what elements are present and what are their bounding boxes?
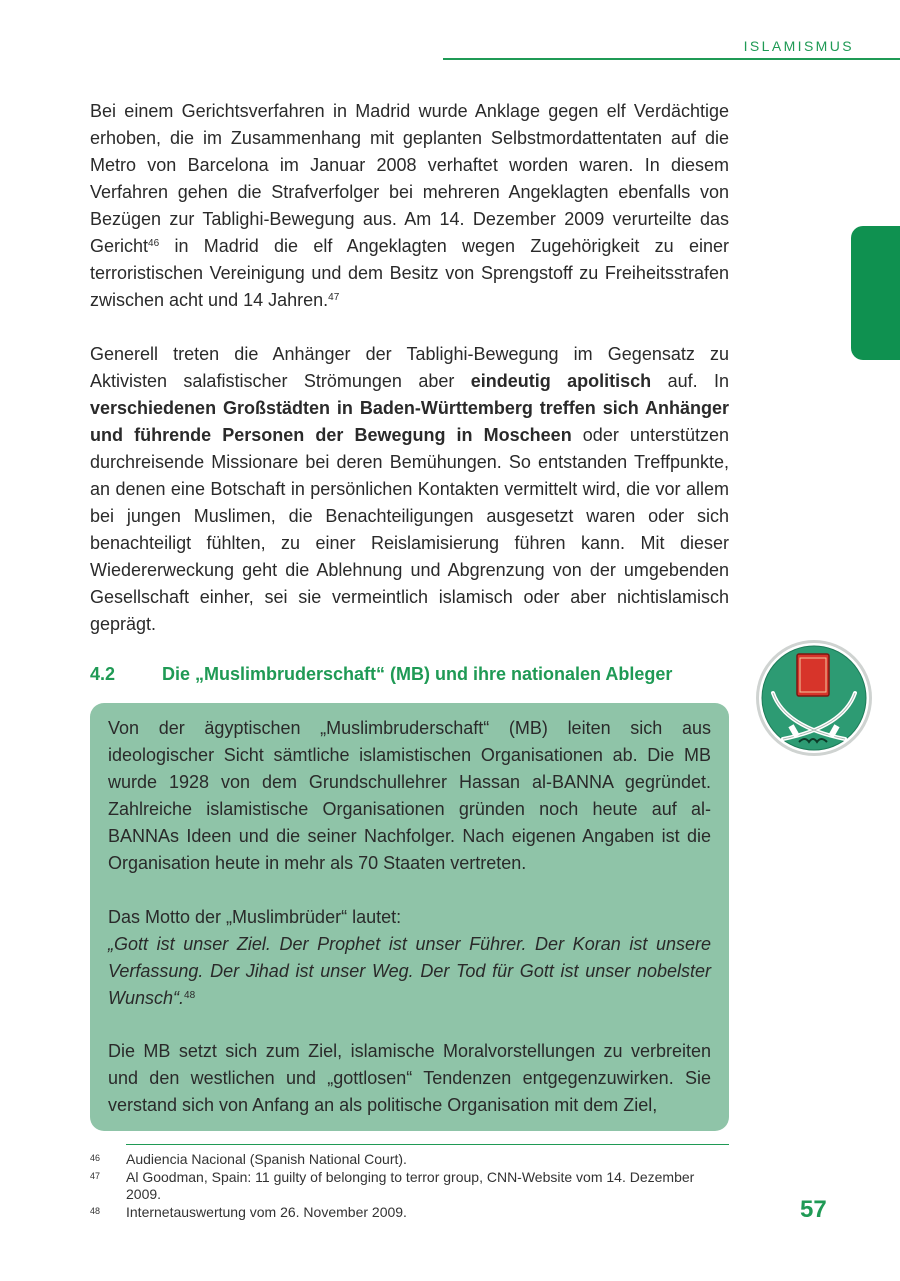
paragraph-2-bold-b: verschiedenen Großstädten in Baden-Württemberg treffen sich Anhänger und führende Personen der Bewegung in Moscheen — [90, 398, 729, 445]
body-paragraph-1 — [90, 98, 729, 314]
footnote-text: Internetauswertung vom 26. November 2009. — [126, 1204, 407, 1220]
footnotes — [90, 1151, 730, 1222]
footnote-number: 48 — [90, 1206, 101, 1216]
header-rule — [443, 58, 900, 60]
paragraph-2-text-c: oder unterstützen durchreisende Missionare bei deren Bemühungen. So entstanden Treffpunkte, an denen eine Botschaft in persönlichen Kontakten vermittelt wird, die vor allem bei jungen Muslimen, die Benachteiligungen ausgesetzt waren oder sich benachteiligt fühlten, zu einer Reislamisierung führen kann. Mit dieser Wiedererweckung geht die Ablehnung und Abgrenzung von der umgebenden Gesellschaft einher, sei sie vermeintlich islamisch oder aber nichtislamisch geprägt. — [90, 425, 729, 634]
footnote-47 — [90, 1169, 730, 1203]
footnote-46 — [90, 1151, 730, 1168]
footnote-rule — [126, 1144, 729, 1145]
footnote-number: 46 — [90, 1153, 101, 1163]
chapter-thumb-tab — [851, 226, 900, 360]
section-title: Die „Muslimbruderschaft“ (MB) und ihre nationalen Ableger — [162, 664, 673, 684]
info-box — [90, 703, 729, 1131]
body-paragraph-2 — [90, 341, 729, 638]
page-number: 57 — [800, 1196, 827, 1223]
info-box-paragraph-1: Von der ägyptischen „Muslimbruderschaft“ (MB) leiten sich aus ideologischer Sicht sämtliche islamistischen Organisationen ab. Die MB wurde 1928 von dem Grundschullehrer Hassan al-BANNA gegründet. Zahlreiche islamistische Organisationen gründen noch heute auf al-BANNAs Ideen und die seiner Nachfolger. Nach eigenen Angaben ist die Organisation heute in mehr als 70 Staaten vertreten. — [108, 718, 711, 873]
motto-quote: „Gott ist unser Ziel. Der Prophet ist unser Führer. Der Koran ist unsere Verfassung. Der Jihad ist unser Weg. Der Tod für Gott ist unser nobelster Wunsch“. — [108, 934, 711, 1008]
section-number: 4.2 — [90, 664, 116, 684]
footnote-number: 47 — [90, 1171, 101, 1181]
footnote-ref-46[interactable]: 46 — [148, 238, 160, 249]
paragraph-1-text-a: Bei einem Gerichtsverfahren in Madrid wurde Anklage gegen elf Verdächtige erhoben, die im Zusammenhang mit geplanten Selbstmordattentaten auf die Metro von Barcelona im Januar 2008 verhaftet worden waren. In diesem Verfahren gehen die Strafverfolger bei mehreren Angeklagten ebenfalls von Bezügen zur Tablighi-Bewegung aus. Am 14. Dezember 2009 verurteilte das Gericht — [90, 101, 729, 256]
paragraph-1-text-b: in Madrid die elf Angeklagten wegen Zugehörigkeit zu einer terroristischen Vereinigung und dem Besitz von Sprengstoff zu Freiheitsstrafen zwischen acht und 14 Jahren. — [90, 236, 729, 310]
footnote-ref-47[interactable]: 47 — [328, 292, 340, 303]
muslim-brotherhood-emblem-icon — [755, 639, 873, 757]
footnote-text: Audiencia Nacional (Spanish National Court). — [126, 1151, 407, 1167]
motto-intro: Das Motto der „Muslimbrüder“ lautet: — [108, 907, 402, 927]
footnote-text: Al Goodman, Spain: 11 guilty of belonging to terror group, CNN-Website vom 14. Dezember 2009. — [126, 1169, 695, 1202]
info-box-paragraph-3: Die MB setzt sich zum Ziel, islamische Moralvorstellungen zu verbreiten und den westlichen und „gottlosen“ Tendenzen entgegenzuwirken. Sie verstand sich von Anfang an als politische Organisation mit dem Ziel, — [108, 1041, 711, 1115]
paragraph-2-text-a: Generell treten die Anhänger der Tablighi-Bewegung im Gegensatz zu Aktivisten salafistischer Strömungen aber — [90, 344, 729, 391]
paragraph-2-bold-a: eindeutig apolitisch — [470, 371, 652, 391]
footnote-48 — [90, 1204, 730, 1221]
footnote-ref-48[interactable]: 48 — [184, 990, 196, 1001]
section-label: ISLAMISMUS — [743, 38, 854, 54]
paragraph-2-text-b: auf. In — [651, 371, 730, 391]
section-heading — [90, 664, 740, 685]
info-box-motto — [108, 904, 711, 1012]
